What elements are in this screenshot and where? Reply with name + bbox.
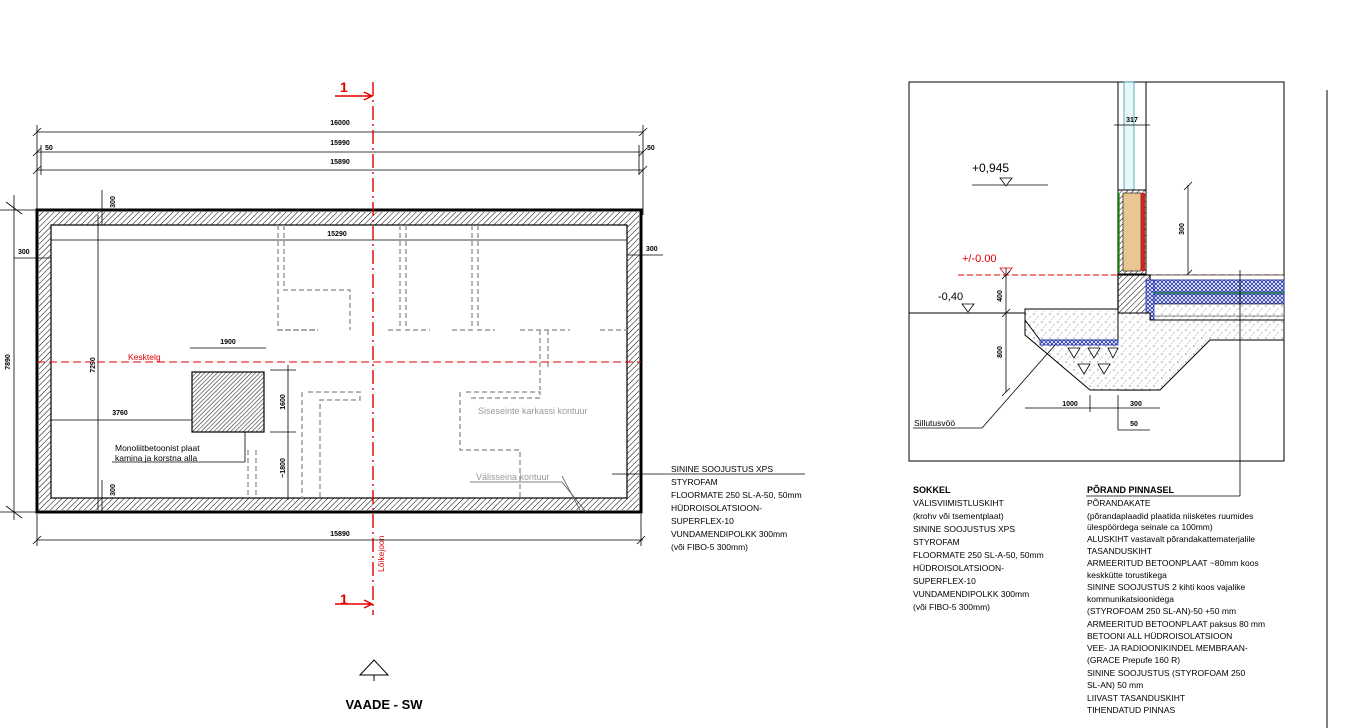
dim-edge-right: 50 <box>647 145 655 152</box>
foundation-note <box>671 464 802 552</box>
dim-pad-lower: ~1800 <box>280 458 287 478</box>
fireplace-pad <box>192 372 264 432</box>
floor-line: (põrandaplaadid plaatida niisketes ruumides <box>1087 511 1254 521</box>
sec-dim-offset: 50 <box>1130 421 1138 428</box>
sec-dim-wall-top: 317 <box>1126 117 1138 124</box>
dim-overall: 16000 <box>330 120 350 127</box>
foundation-note-line: SININE SOOJUSTUS XPS <box>671 464 774 474</box>
section-marker-bottom: 1 <box>340 591 348 607</box>
foundation-note-line: STYROFAM <box>671 477 718 487</box>
sec-dim-footing: 800 <box>997 346 1004 358</box>
sokkel-heading: SOKKEL <box>913 485 951 495</box>
floor-line: TIHENDATUD PINNAS <box>1087 705 1176 715</box>
floor-line: ARMEERITUD BETOONPLAAT paksus 80 mm <box>1087 619 1266 629</box>
foundation-note-line: VUNDAMENDIPOLKK 300mm <box>671 529 788 539</box>
foundation-note-line: (või FIBO-5 300mm) <box>671 542 748 552</box>
sokkel-line: VUNDAMENDIPOLKK 300mm <box>913 589 1030 599</box>
floor-legend <box>1087 485 1265 715</box>
level-top: +0,945 <box>972 161 1010 175</box>
sec-dim-plinth: 400 <box>997 290 1004 302</box>
dim-inner-top: 15890 <box>330 159 350 166</box>
dim-height-inner: 7290 <box>90 357 97 373</box>
section-marker-top: 1 <box>340 79 348 95</box>
floor-line: ARMEERITUD BETOONPLAAT ~80mm koos <box>1087 558 1259 568</box>
centerline-label: Kesktelg <box>128 352 161 362</box>
floor-heading: PÕRAND PINNASEL <box>1087 485 1175 495</box>
level-ground: -0,40 <box>938 291 964 303</box>
sokkel-line: HÜDROISOLATSIOON- <box>913 563 1004 573</box>
floor-line: TASANDUSKIHT <box>1087 546 1153 556</box>
sokkel-line: SININE SOOJUSTUS XPS <box>913 524 1016 534</box>
plan-view <box>0 79 805 712</box>
dim-wall-right: 300 <box>646 246 658 253</box>
dim-pad-width: 1900 <box>220 339 236 346</box>
sec-dim-upper: 300 <box>1179 223 1186 235</box>
dim-interior: 15290 <box>327 231 347 238</box>
floor-line: PÕRANDAKATE <box>1087 498 1151 508</box>
floor-line: VEE- JA RADIOONIKINDEL MEMBRAAN- <box>1087 643 1248 653</box>
floor-line: SININE SOOJUSTUS 2 kihti koos vajalike <box>1087 582 1246 592</box>
pad-note-line-1: Monoliitbetoonist plaat <box>115 443 200 453</box>
floor-line: SL-AN) 50 mm <box>1087 680 1144 690</box>
floor-line: (STYROFOAM 250 SL-AN)-50 +50 mm <box>1087 606 1237 616</box>
floor-line: (GRACE Prepufe 160 R) <box>1087 655 1181 665</box>
view-direction-icon <box>360 660 388 675</box>
drain-label: Sillutusvöö <box>914 418 956 428</box>
sokkel-line: FLOORMATE 250 SL-A-50, 50mm <box>913 550 1044 560</box>
floor-line: keskkütte torustikega <box>1087 570 1167 580</box>
dim-height-total: 7890 <box>5 354 12 370</box>
floor-line: SININE SOOJUSTUS (STYROFOAM 250 <box>1087 668 1246 678</box>
section-view <box>909 82 1327 728</box>
cutline-label: Lõikejoon <box>376 535 386 572</box>
floor-line: ALUSKIHT vastavalt põrandakattematerjalile <box>1087 534 1256 544</box>
foundation-note-line: FLOORMATE 250 SL-A-50, 50mm <box>671 490 802 500</box>
dim-wall-top: 300 <box>110 196 117 208</box>
foundation-note-line: SUPERFLEX-10 <box>671 516 734 526</box>
dim-wall-left: 300 <box>18 249 30 256</box>
floor-line: BETOONI ALL HÜDROISOLATSIOON <box>1087 631 1233 641</box>
sokkel-line: (krohv või tsementplaat) <box>913 511 1004 521</box>
inner-frame-label: Siseseinte karkassi kontuur <box>478 406 588 416</box>
floor-line: ülespöördega seinale ca 100mm) <box>1087 522 1213 532</box>
dim-wall-bottom: 300 <box>110 484 117 496</box>
plan-top-dimensions <box>33 125 647 215</box>
level-zero: +/-0.00 <box>962 253 997 265</box>
floor-line: LIIVAST TASANDUSKIHT <box>1087 693 1186 703</box>
view-label: VAADE - SW <box>345 697 423 712</box>
dim-bottom: 15890 <box>330 531 350 538</box>
foundation-note-line: HÜDROISOLATSIOON- <box>671 503 762 513</box>
sokkel-legend <box>913 485 1044 612</box>
sokkel-line: STYROFAM <box>913 537 960 547</box>
pad-note-line-2: kamina ja korstna alla <box>115 453 198 463</box>
dim-mid: 15990 <box>330 140 350 147</box>
dim-pad-height: 1600 <box>280 394 287 410</box>
dim-edge-left: 50 <box>45 145 53 152</box>
sec-dim-wall: 300 <box>1130 401 1142 408</box>
sokkel-line: (või FIBO-5 300mm) <box>913 602 990 612</box>
dim-pad-offset: 3760 <box>112 410 128 417</box>
floor-line: kommunikatsioonidega <box>1087 594 1174 604</box>
sokkel-line: SUPERFLEX-10 <box>913 576 976 586</box>
sec-dim-footing-width: 1000 <box>1062 401 1078 408</box>
outer-wall-label: Välisseina kontuur <box>476 472 550 482</box>
sokkel-line: VÄLISVIIMISTLUSKIHT <box>913 498 1004 508</box>
section-frame <box>909 82 1284 461</box>
